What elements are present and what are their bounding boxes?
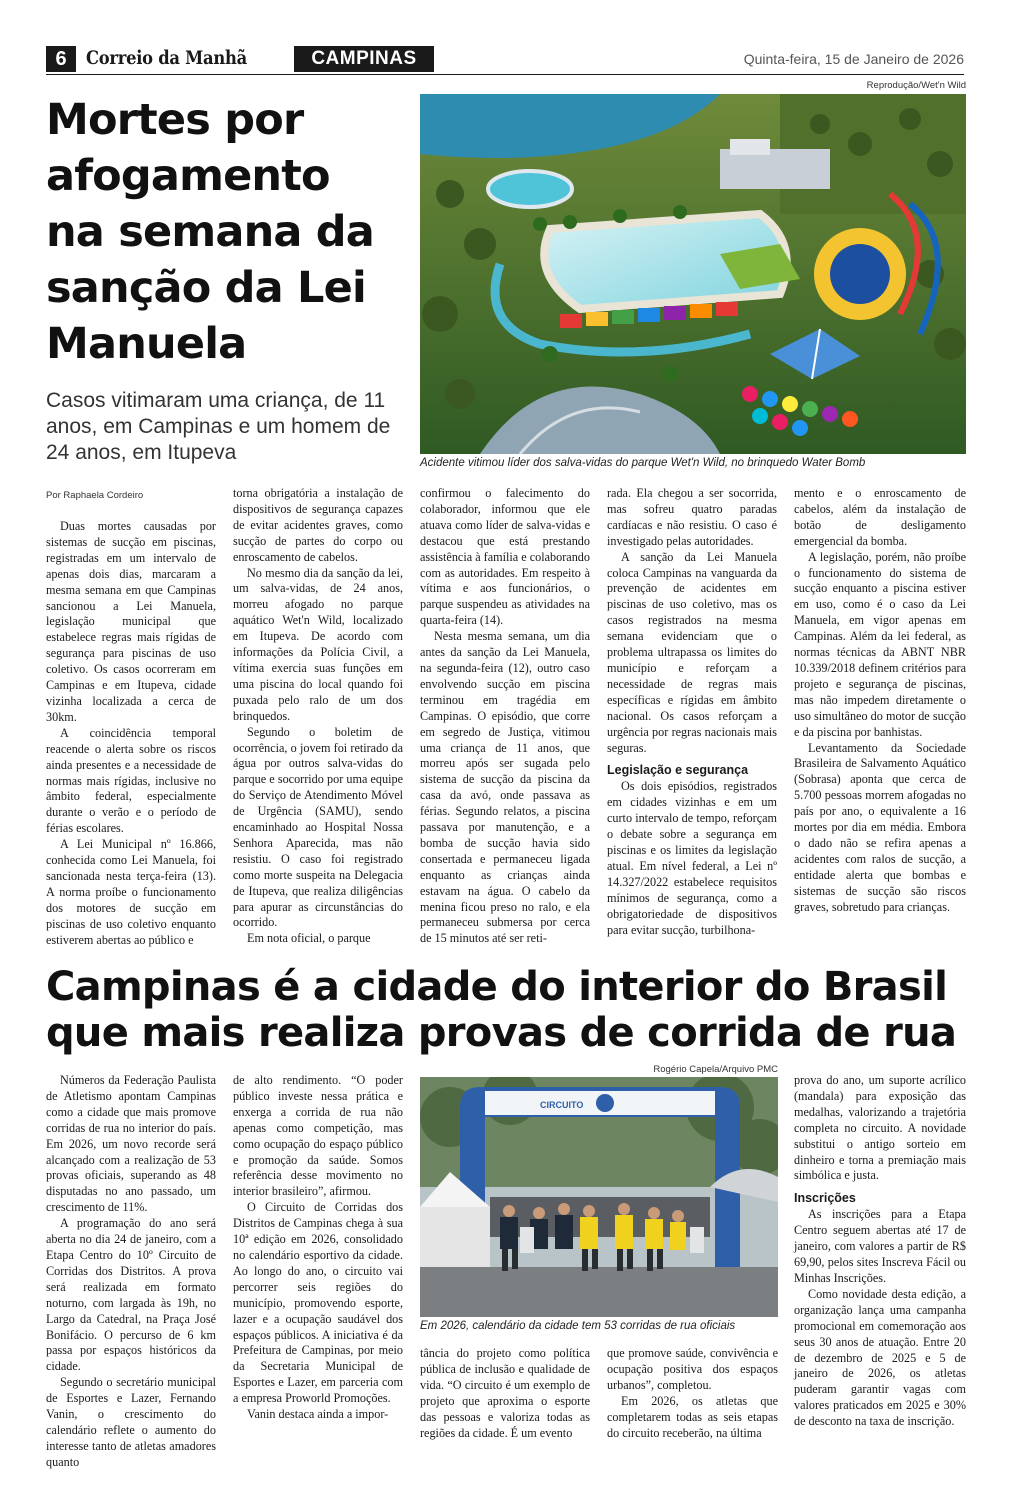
paragraph: A coincidência temporal reacende o alerta sobre os riscos ainda presentes e a necessidade de normas mais rígidas, inclusive no âmbito federal, especialmente durante o verão e o período de férias escolares.	[46, 725, 216, 836]
article2-photo-credit: Rogério Capela/Arquivo PMC	[653, 1064, 778, 1075]
paragraph: Levantamento da Sociedade Brasileira de Salvamento Aquático (Sobrasa) aponta que cerca de 5.700 pessoas morrem afogadas no país por ano, o equivalente a 16 mortes por dia em média. Embora o dado não se refira apenas a acidentes com ralos de sucção, a entidade alerta que bombas e sistemas de sucção são riscos graves, sobretudo para crianças.	[794, 740, 966, 914]
issue-date: Quinta-feira, 15 de Janeiro de 2026	[743, 51, 964, 67]
article1-subsection-heading: Legislação e segurança	[607, 763, 749, 778]
paragraph: mento e o enroscamento de cabelos, além da instalação de botão de desligamento emergencial da bomba.	[794, 486, 966, 548]
header-divider	[46, 74, 964, 75]
arch-banner-text: CIRCUITO	[540, 1100, 584, 1110]
paragraph: Em nota oficial, o parque	[247, 931, 371, 946]
article1-column-5	[794, 486, 966, 915]
article1-subhead: Casos vitimaram uma criança, de 11 anos, em Campinas e um homem de 24 anos, em Itupeva	[46, 389, 391, 464]
article2-column-2	[233, 1073, 403, 1423]
paragraph: Segundo o boletim de ocorrência, o jovem foi retirado da água por outros salva-vidas do parque e socorrido por uma equipe do Serviço de Atendimento Móvel de Urgência (SAMU), sendo encaminhado ao Hospital Nossa Senhora Aparecida, mas não resistiu. O caso foi registrado como morte suspeita na Delegacia de Itupeva, que realiza diligências para apurar as circunstâncias do ocorrido.	[233, 724, 403, 930]
paragraph: Duas mortes causadas por sistemas de sucção em piscinas, registradas em um intervalo de apenas dois dias, marcaram a mesma semana em que Campinas sancionou a Lei Manuela, legislação municipal que estabelece regras mais rígidas de segurança para piscinas de uso coletivo. Os casos ocorreram em Campinas e em Itupeva, cidade vizinha localizada a cerca de 30km.	[46, 519, 216, 724]
article1-column-3	[420, 486, 590, 947]
article1-headline: Mortes por afogamento na semana da sanção da Lei Manuela	[46, 95, 374, 369]
article1-column-1	[46, 519, 216, 948]
article1-byline: Por Raphaela Cordeiro	[46, 490, 144, 501]
paragraph: tância do projeto como política pública de inclusão e qualidade de vida. “O circuito é um exemplo de projeto que aproxima o esporte das pessoas e valoriza todas as regiões da cidade. É um evento	[420, 1346, 590, 1440]
paragraph: As inscrições para a Etapa Centro seguem abertas até 17 de janeiro, com valores a partir de R$ 69,90, pelos sites Inscreva Fácil ou Minhas Inscrições.	[794, 1207, 966, 1285]
article1-photo-credit: Reprodução/Wet'n Wild	[866, 80, 966, 91]
paragraph: que promove saúde, convivência e ocupação positiva dos espaços urbanos”, completou.	[607, 1346, 778, 1392]
article2-column-5	[794, 1073, 966, 1430]
paragraph: A programação do ano será aberta no dia 24 de janeiro, com a Etapa Centro do 10º Circuito de Corridas dos Distritos. A prova será realizada em formato noturno, com largada às 19h, no Largo da Catedral, na Praça José Bonifácio. O percurso de 6 km passa por espaços históricos da cidade.	[46, 1216, 216, 1374]
paragraph: Como novidade desta edição, a organização lança uma campanha promocional em comemoração aos seus 30 anos de atuação. Entre 20 de dezembro de 2025 e 5 de janeiro de 2026, os atletas puderam garantir vagas com valores praticados em 2025 e 30% de desconto na taxa de inscrição.	[794, 1286, 966, 1429]
article2-column-3	[420, 1346, 590, 1441]
masthead-logo: Correio da Manhã	[86, 47, 247, 69]
paragraph: Vanin destaca ainda a impor-	[247, 1407, 389, 1422]
paragraph: A legislação, porém, não proíbe o funcionamento do sistema de sucção enquanto a piscina estiver em uso, como é o caso da Lei Manuela, em vigor apenas em Campinas. Além da lei federal, as normas técnicas da ABNT NBR 10.339/2018 definem critérios para projeto e segurança de piscinas, mas não impedem diretamente o uso simultâneo do motor de sucção e da piscina por banhistas.	[794, 549, 966, 739]
paragraph: prova do ano, um suporte acrílico (mandala) para exposição das medalhas, valorizando a trajetória completa no circuito. A novidade substitui o antigo sorteio em dinheiro e torna a premiação mais simbólica e justa.	[794, 1073, 966, 1183]
street-race-photo	[420, 1077, 778, 1317]
paragraph: confirmou o falecimento do colaborador, informou que ele atuava como líder de salva-vidas e destacou que está prestando assistência à família e colaborando com as autoridades. Em respeito à vítima e aos funcionários, o parque suspendeu as atividades na quarta-feira (14).	[420, 486, 590, 628]
paragraph: A sanção da Lei Manuela coloca Campinas na vanguarda da prevenção de acidentes em piscinas de uso coletivo, mas os casos registrados na mesma semana evidenciam que o problema ultrapassa os limites do município e reforçam a necessidade de regras mais específicas e rígidas em âmbito nacional. Os casos reforçam a urgência por regras nacionais mais seguras.	[607, 549, 777, 755]
article2-column-1	[46, 1073, 216, 1471]
article2-photo-caption: Em 2026, calendário da cidade tem 53 corridas de rua oficiais	[420, 1320, 736, 1332]
article2-column-4	[607, 1346, 778, 1441]
paragraph: Números da Federação Paulista de Atletismo apontam Campinas como a cidade que mais promove corridas de rua no interior do país. Em 2026, um novo recorde será alcançado com a realização de 53 provas oficiais, superando as 48 disputadas no ano passado, um crescimento de 11%.	[46, 1073, 216, 1215]
paragraph: Nesta mesma semana, um dia antes da sanção da Lei Manuela, na segunda-feira (12), outro caso envolvendo sucção em piscina terminou em tragédia em Campinas. O episódio, que corre em segredo de Justiça, vitimou uma criança de 11 anos, que morreu após ser sugada pelo sistema de sucção da piscina da casa da avó, onde passava as férias. Segundo relatos, a piscina passava por manutenção, e a bomba de sucção havia sido consertada e permaneceu ligada enquanto as crianças ainda estavam na água. O cabelo da menina ficou preso no ralo, e ela permaneceu submersa por cerca de 15 minutos até ser reti-	[420, 629, 590, 946]
paragraph: de alto rendimento. “O poder público investe nessa prática e enxerga a corrida de rua não apenas como competição, mas como ocupação do espaço público e promoção da saúde. Somos referência desse movimento no interior brasileiro”, afirmou.	[233, 1073, 403, 1199]
section-label: CAMPINAS	[294, 46, 434, 72]
paragraph: rada. Ela chegou a ser socorrida, mas sofreu quatro paradas cardíacas e não resistiu. O caso é investigado pelas autoridades.	[607, 486, 777, 548]
paragraph: A Lei Municipal nº 16.866, conhecida como Lei Manuela, foi sancionada nesta terça-feira (13). A norma proíbe o funcionamento dos motores de sucção em piscinas de uso coletivo enquanto estiverem abertas ao público e	[46, 837, 216, 947]
waterpark-aerial-photo	[420, 94, 966, 454]
paragraph: Em 2026, os atletas que completarem todas as seis etapas do circuito receberão, na última	[607, 1393, 778, 1440]
article2-headline: Campinas é a cidade do interior do Brasil que mais realiza provas de corrida de rua	[46, 964, 957, 1056]
paragraph: Segundo o secretário municipal de Esportes e Lazer, Fernando Vanin, o crescimento do calendário reflete o aumento do interesse tanto de atletas amadores quanto	[46, 1375, 216, 1469]
article2-subsection-heading: Inscrições	[794, 1191, 856, 1206]
paragraph: No mesmo dia da sanção da lei, um salva-vidas, de 24 anos, morreu afogado no parque aquático Wet'n Wild, localizado em Itupeva. De acordo com informações da Polícia Civil, a vítima exercia suas funções em uma piscina do local quando foi puxada pelo ralo de um dos brinquedos.	[233, 565, 403, 723]
paragraph: O Circuito de Corridas dos Distritos de Campinas chega à sua 10ª edição em 2026, consolidado no calendário esportivo da cidade. Ao longo do ano, o circuito vai percorrer seis regiões do município, promovendo esporte, lazer e a ocupação saudável dos espaços públicos. A iniciativa é da Prefeitura de Campinas, por meio da Secretaria Municipal de Esportes e Lazer, em parceria com a empresa Proworld Promoções.	[233, 1200, 403, 1406]
article1-column-4	[607, 486, 777, 938]
article1-column-2	[233, 486, 403, 947]
paragraph: torna obrigatória a instalação de dispositivos de segurança capazes de evitar acidentes graves, como sucção de partes do corpo ou enroscamento de cabelos.	[233, 486, 403, 564]
article1-photo-caption: Acidente vitimou líder dos salva-vidas do parque Wet'n Wild, no brinquedo Water Bomb	[420, 457, 866, 469]
page-number: 6	[46, 46, 76, 72]
paragraph: Os dois episódios, registrados em cidades vizinhas e em um curto intervalo de tempo, reforçam o debate sobre a segurança em piscinas e os limites da legislação atual. Em nível federal, a Lei nº 14.327/2022 estabelece requisitos mínimos de segurança, como a obrigatoriedade de dispositivos para evitar sucção, turbilhona-	[607, 779, 777, 937]
